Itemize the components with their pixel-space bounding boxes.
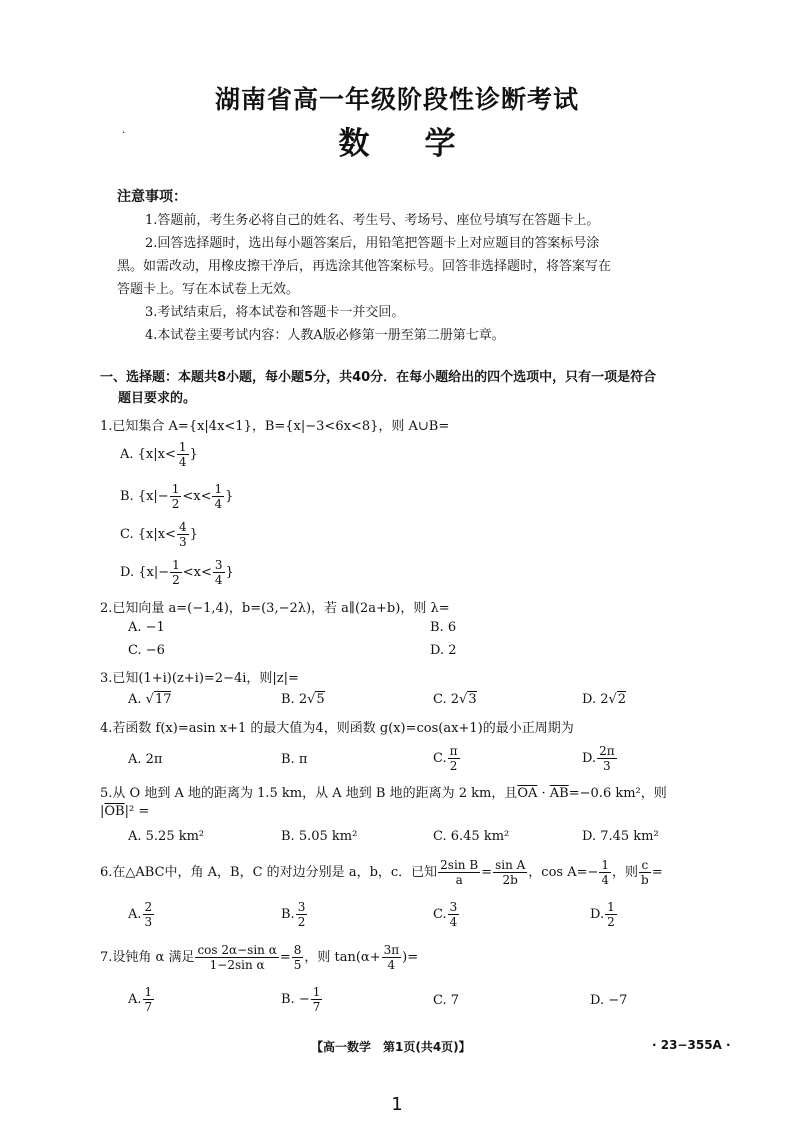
q6-option-b: B. $\frac{3}{2}$: [281, 900, 306, 929]
notes-item: 4.本试卷主要考试内容：人教A版必修第一册至第二册第七章。: [145, 328, 505, 343]
q2-option-b: B. 6: [430, 620, 457, 635]
notes-heading: 注意事项：: [117, 189, 187, 205]
q4-option-b: B. π: [281, 752, 308, 767]
q5-option-d: D. 7.45 km²: [582, 829, 659, 844]
q7-option-c: C. 7: [433, 993, 460, 1008]
question-2-stem: 2.已知向量 a=(−1,4)，b=(3,−2λ)，若 a∥(2a+b)，则 λ=: [100, 601, 450, 616]
q7-option-b: B. − $\frac{1}{7}$: [281, 985, 321, 1014]
q2-option-c: C. −6: [128, 643, 165, 658]
q4-option-c: C. $\frac{\pi}{2}$: [433, 744, 458, 773]
notes-item: 答题卡上。写在本试卷上无效。: [117, 282, 300, 297]
notes-item: 黑。如需改动，用橡皮擦干净后，再选涂其他答案标号。回答非选择题时，将答案写在: [117, 259, 612, 274]
question-7-stem: 7.设钝角 α 满足 $\frac{\text{cos 2α−sin α}}{\text{1−2sin α}}$ = $\frac{8}{5}$ ，则 tan(α+ $\frac{3\pi}{4}$ )=: [100, 943, 419, 972]
q5-option-c: C. 6.45 km²: [433, 829, 510, 844]
q6-option-c: C. $\frac{3}{4}$: [433, 900, 458, 929]
q1-option-a: A. {x|x< $\frac{1}{4}$ }: [120, 440, 198, 469]
page-number: 1: [391, 1094, 403, 1115]
q1-option-b: B. {x|− $\frac{1}{2}$ <x< $\frac{1}{4}$ }: [120, 482, 234, 511]
q3-option-c: C. 2√3: [433, 692, 477, 707]
notes-item: 1.答题前，考生务必将自己的姓名、考生号、考场号、座位号填写在答题卡上。: [145, 213, 600, 228]
q5-option-a: A. 5.25 km²: [128, 829, 205, 844]
question-6-stem: 6.在△ABC中，角 A，B，C 的对边分别是 a，b，c．已知 $\frac{\text{2sin B}}{a}$ = $\frac{\text{sin A}}{2b}$ ，cos A=− $\frac{1}{4}$ ，则 $\frac{c}{b}$ =: [100, 858, 663, 887]
notes-item: 3.考试结束后，将本试卷和答题卡一并交回。: [145, 305, 405, 320]
q2-option-d: D. 2: [430, 643, 457, 658]
subject-title: 数 学: [338, 126, 456, 162]
q3-option-d: D. 2√2: [582, 692, 627, 707]
q7-option-a: A. $\frac{1}{7}$: [128, 985, 153, 1014]
q7-option-d: D. −7: [590, 993, 628, 1008]
section-heading: 一、选择题：本题共8小题，每小题5分，共40分．在每小题给出的四个选项中，只有一项是符合 题目要求的。: [100, 370, 657, 406]
notes-item: 2.回答选择题时，选出每小题答案后，用铅笔把答题卡上对应题目的答案标号涂: [145, 236, 600, 251]
q3-option-a: A. √17: [128, 692, 172, 707]
question-5-line2: $|\overline{OB}|^2$ =: [100, 804, 150, 819]
q6-option-a: A. $\frac{2}{3}$: [128, 900, 153, 929]
q4-option-a: A. 2π: [128, 752, 163, 767]
question-4-stem: 4.若函数 f(x)=asin x+1 的最大值为4，则函数 g(x)=cos(ax+1)的最小正周期为: [100, 721, 574, 736]
question-1-stem: 1.已知集合 A={x|4x<1}，B={x|−3<6x<8}，则 A∪B=: [100, 419, 450, 434]
q5-option-b: B. 5.05 km²: [281, 829, 358, 844]
exam-title: 湖南省高一年级阶段性诊断考试: [214, 85, 579, 114]
q6-option-d: D. $\frac{1}{2}$: [590, 900, 615, 929]
question-3-stem: 3.已知(1+i)(z+i)=2−4i，则|z|=: [100, 671, 299, 686]
notes-block: [117, 186, 677, 347]
q3-option-b: B. 2√5: [281, 692, 325, 707]
q1-option-c: C. {x|x< $\frac{4}{3}$ }: [120, 520, 198, 549]
question-5-stem: 5.从 O 地到 A 地的距离为 1.5 km，从 A 地到 B 地的距离为 2 km，且$\overline{OA} \cdot \overline{AB}=-0.6$ km²，则: [100, 786, 667, 801]
q2-option-a: A. −1: [128, 620, 165, 635]
q1-option-d: D. {x|− $\frac{1}{2}$ <x< $\frac{3}{4}$ }: [120, 558, 234, 587]
footer-center: 【高一数学 第1页(共4页)】: [311, 1040, 471, 1054]
scan-speck: ·: [122, 128, 126, 139]
footer-code: · 23−355A ·: [652, 1038, 731, 1052]
q4-option-d: D. $\frac{2\pi}{3}$: [582, 744, 615, 773]
